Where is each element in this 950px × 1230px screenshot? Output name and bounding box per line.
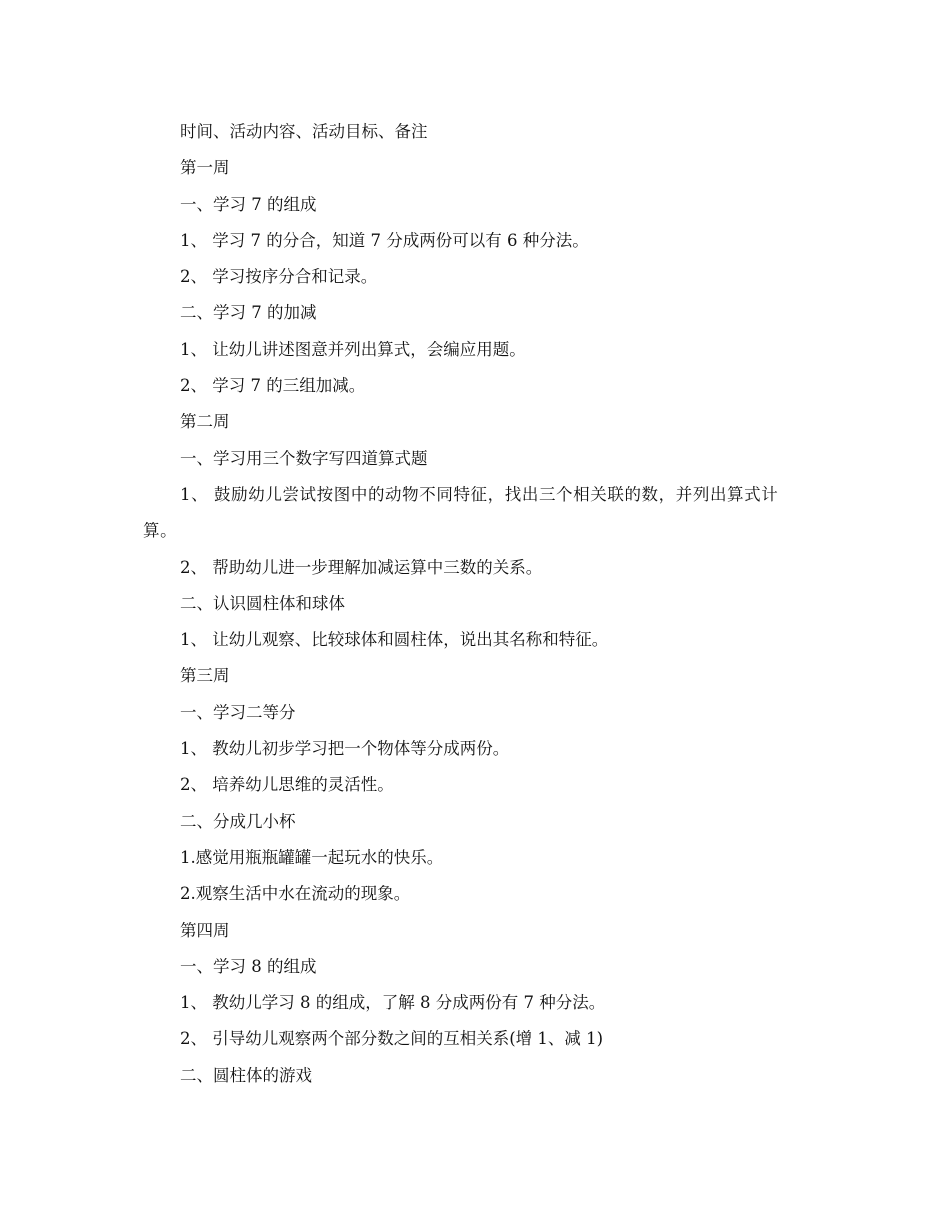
activity-goal: 1、 让幼儿讲述图意并列出算式，会编应用题。 [180, 339, 526, 359]
week-heading: 第三周 [180, 666, 230, 686]
activity-title: 一、学习 7 的组成 [180, 194, 317, 214]
activity-title: 二、圆柱体的游戏 [180, 1065, 312, 1085]
activity-goal: 2、 引导幼儿观察两个部分数之间的互相关系(增 1、减 1) [180, 1029, 604, 1049]
table-header-line: 时间、活动内容、活动目标、备注 [180, 122, 428, 141]
activity-goal: 2、 学习按序分合和记录。 [180, 267, 378, 287]
document-body [143, 114, 803, 1094]
week-heading: 第二周 [180, 412, 230, 432]
activity-goal: 1、 让幼儿观察、比较球体和圆柱体，说出其名称和特征。 [180, 630, 609, 650]
activity-goal: 2、 培养幼儿思维的灵活性。 [180, 775, 394, 795]
activity-goal: 1.感觉用瓶瓶罐罐一起玩水的快乐。 [180, 847, 444, 867]
activity-title: 一、学习 8 的组成 [180, 956, 317, 976]
activity-goal: 1、 学习 7 的分合，知道 7 分成两份可以有 6 种分法。 [180, 230, 589, 250]
activity-goal: 1、 教幼儿初步学习把一个物体等分成两份。 [180, 739, 510, 759]
activity-goal: 2、 学习 7 的三组加减。 [180, 376, 366, 396]
activity-goal: 2、 帮助幼儿进一步理解加减运算中三数的关系。 [180, 557, 543, 577]
activity-title: 二、分成几小杯 [180, 811, 296, 831]
week-heading: 第四周 [180, 920, 230, 940]
activity-goal: 2.观察生活中水在流动的现象。 [180, 884, 411, 904]
activity-goal: 1、 鼓励幼儿尝试按图中的动物不同特征，找出三个相关联的数，并列出算式计算。 [143, 484, 779, 541]
activity-title: 一、学习用三个数字写四道算式题 [180, 448, 428, 468]
week-heading: 第一周 [180, 158, 230, 178]
activity-title: 二、学习 7 的加减 [180, 303, 317, 323]
activity-goal: 1、 教幼儿学习 8 的组成，了解 8 分成两份有 7 种分法。 [180, 993, 606, 1013]
activity-title: 二、认识圆柱体和球体 [180, 593, 345, 613]
activity-title: 一、学习二等分 [180, 702, 296, 722]
